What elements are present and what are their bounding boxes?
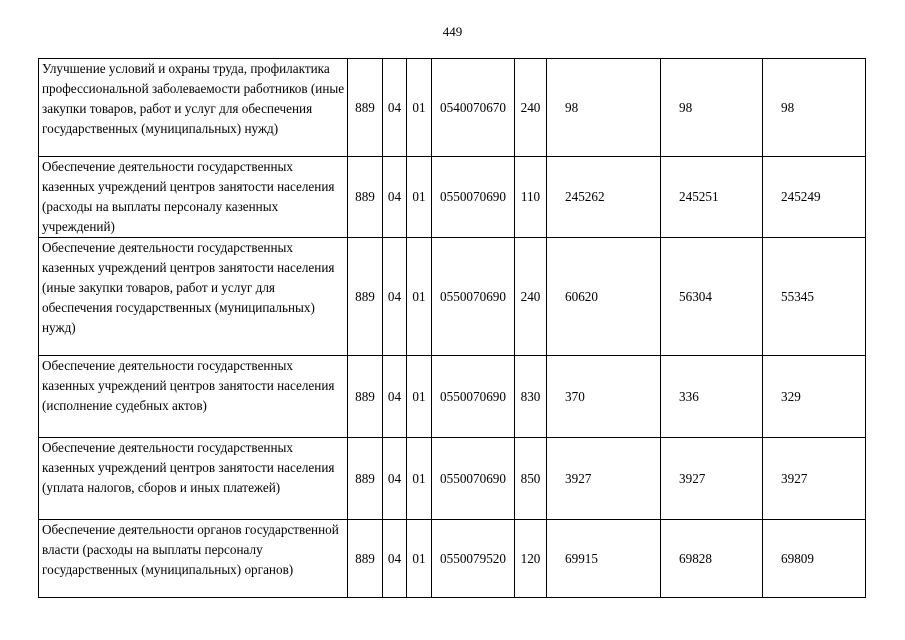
amount-1: 60620: [547, 238, 661, 356]
ministry-code: 889: [348, 520, 383, 598]
expense-type-code: 240: [515, 238, 547, 356]
amount-1: 370: [547, 356, 661, 438]
table-row: [39, 238, 866, 356]
target-article-code: 0550070690: [432, 356, 515, 438]
expense-type-code: 110: [515, 157, 547, 238]
amount-1: 98: [547, 59, 661, 157]
amount-2: 56304: [661, 238, 763, 356]
ministry-code: 889: [348, 356, 383, 438]
table-row: [39, 157, 866, 238]
amount-3: 98: [763, 59, 866, 157]
page-number: 449: [442, 24, 463, 39]
target-article-code: 0540070670: [432, 59, 515, 157]
expense-type-code: 830: [515, 356, 547, 438]
amount-1: 3927: [547, 438, 661, 520]
row-description: Обеспечение деятельности государственных казенных учреждений центров занятости населения (расходы на выплаты персоналу казенных учреждений): [39, 157, 348, 238]
amount-2: 245251: [661, 157, 763, 238]
subsection-code: 01: [407, 356, 432, 438]
amount-2: 98: [661, 59, 763, 157]
target-article-code: 0550070690: [432, 238, 515, 356]
table-row: [39, 356, 866, 438]
row-description: Обеспечение деятельности органов государственной власти (расходы на выплаты персоналу государственных (муниципальных) органов): [39, 520, 348, 598]
ministry-code: 889: [348, 238, 383, 356]
subsection-code: 01: [407, 238, 432, 356]
amount-3: 55345: [763, 238, 866, 356]
amount-3: 3927: [763, 438, 866, 520]
expense-type-code: 850: [515, 438, 547, 520]
row-description: Обеспечение деятельности государственных казенных учреждений центров занятости населения (исполнение судебных актов): [39, 356, 348, 438]
table-row: [39, 520, 866, 598]
amount-1: 245262: [547, 157, 661, 238]
section-code: 04: [383, 157, 407, 238]
row-description: Улучшение условий и охраны труда, профилактика профессиональной заболеваемости работников (иные закупки товаров, работ и услуг для обеспечения государственных (муниципальных) нужд): [39, 59, 348, 157]
expense-type-code: 120: [515, 520, 547, 598]
budget-table: [38, 58, 866, 598]
amount-2: 69828: [661, 520, 763, 598]
subsection-code: 01: [407, 438, 432, 520]
expense-type-code: 240: [515, 59, 547, 157]
row-description: Обеспечение деятельности государственных казенных учреждений центров занятости населения (иные закупки товаров, работ и услуг для обеспечения государственных (муниципальных) нужд): [39, 238, 348, 356]
row-description: Обеспечение деятельности государственных казенных учреждений центров занятости населения (уплата налогов, сборов и иных платежей): [39, 438, 348, 520]
subsection-code: 01: [407, 59, 432, 157]
ministry-code: 889: [348, 59, 383, 157]
subsection-code: 01: [407, 520, 432, 598]
table-row: [39, 438, 866, 520]
target-article-code: 0550070690: [432, 438, 515, 520]
section-code: 04: [383, 238, 407, 356]
amount-2: 3927: [661, 438, 763, 520]
table-row: [39, 59, 866, 157]
section-code: 04: [383, 356, 407, 438]
section-code: 04: [383, 438, 407, 520]
amount-3: 245249: [763, 157, 866, 238]
subsection-code: 01: [407, 157, 432, 238]
amount-1: 69915: [547, 520, 661, 598]
section-code: 04: [383, 59, 407, 157]
target-article-code: 0550070690: [432, 157, 515, 238]
ministry-code: 889: [348, 157, 383, 238]
section-code: 04: [383, 520, 407, 598]
amount-3: 329: [763, 356, 866, 438]
amount-2: 336: [661, 356, 763, 438]
ministry-code: 889: [348, 438, 383, 520]
target-article-code: 0550079520: [432, 520, 515, 598]
amount-3: 69809: [763, 520, 866, 598]
